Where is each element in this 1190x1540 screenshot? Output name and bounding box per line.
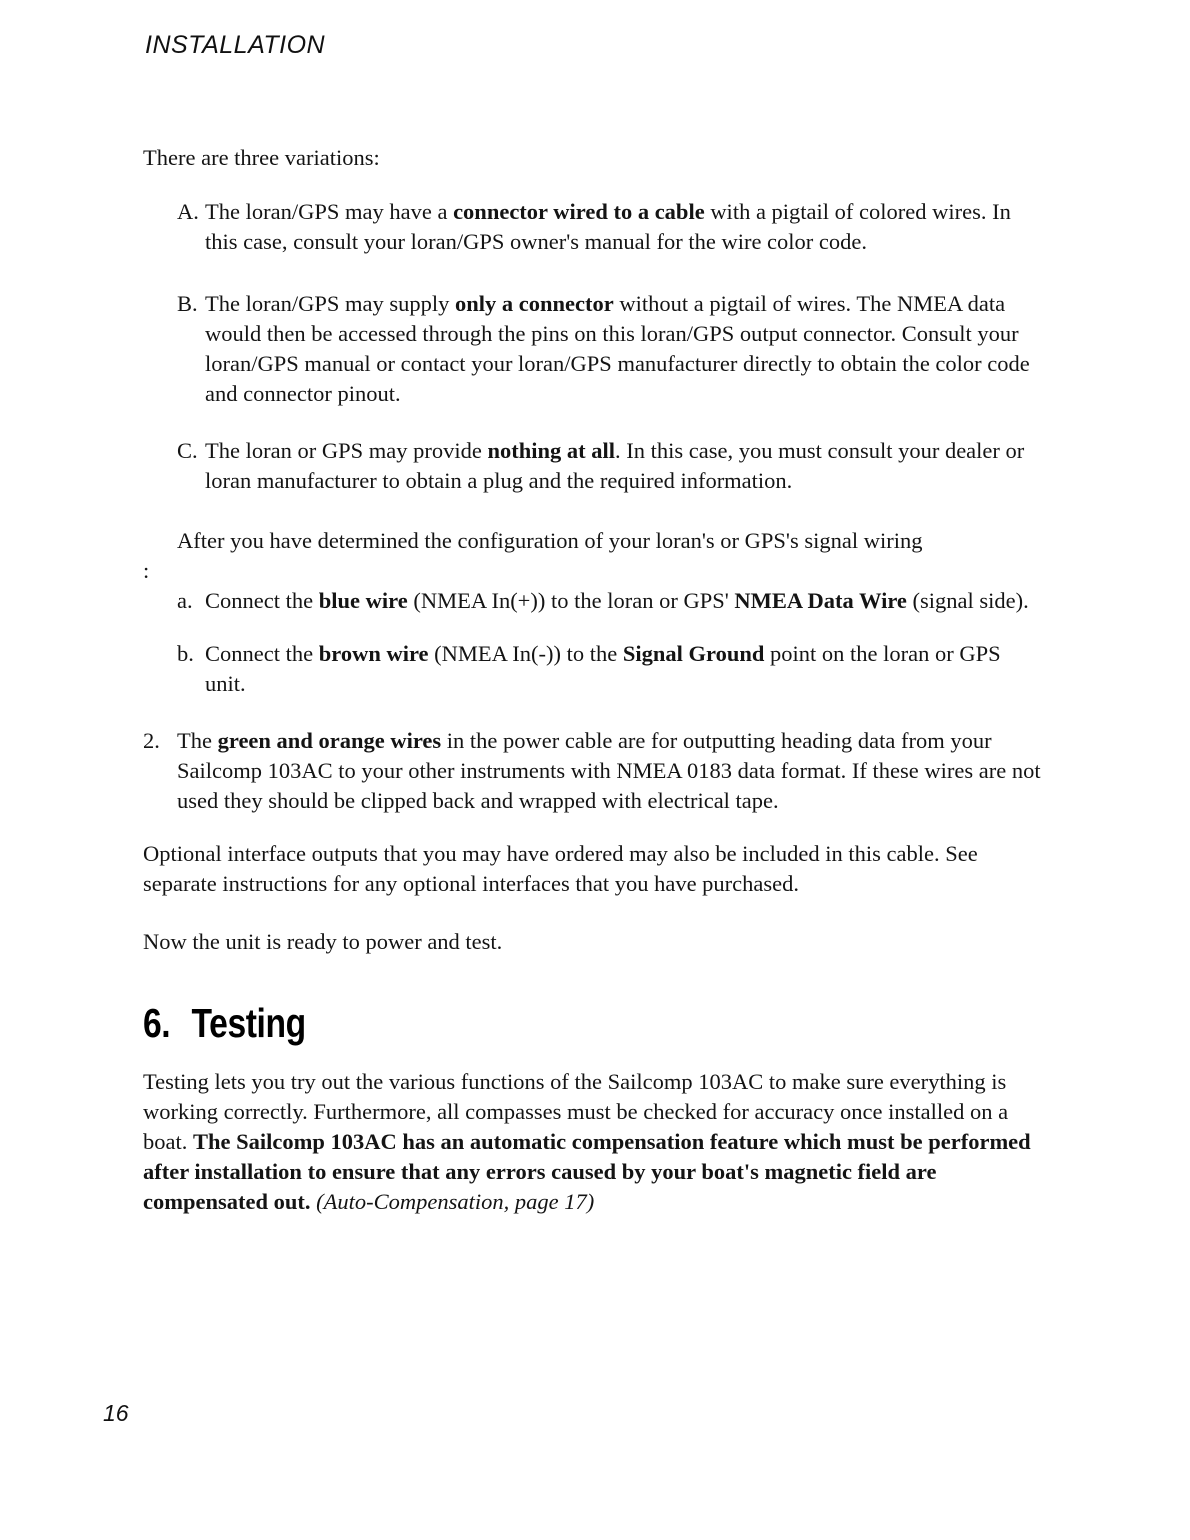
page-content [143,143,1045,1217]
stray-colon-line: : [143,558,150,583]
item-body: The loran or GPS may provide nothing at all. In this case, you must consult your dealer or loran manufacturer to obtain a plug and the required information. [205,438,1025,493]
intro-paragraph: There are three variations: [143,145,380,170]
step-item-a [143,586,1045,616]
item-body: The loran/GPS may have a connector wired to a cable with a pigtail of colored wires. In this case, consult your loran/GPS owner's manual for the wire color code. [205,199,1011,254]
item-body: Connect the blue wire (NMEA In(+)) to the loran or GPS' NMEA Data Wire (signal side). [205,588,1029,613]
step-item-b [143,639,1045,699]
list-marker: b. [177,641,194,666]
running-header: INSTALLATION [145,31,326,59]
list-marker: 2. [143,728,160,753]
numbered-item-2 [143,726,1045,816]
list-marker: B. [177,291,198,316]
list-marker: C. [177,438,198,463]
section-number: 6. [143,1000,171,1046]
optional-interfaces-paragraph: Optional interface outputs that you may have ordered may also be included in this cable. See separate instructions for any optional interfaces that you have purchased. [143,841,978,896]
item-body: The loran/GPS may supply only a connector without a pigtail of wires. The NMEA data would then be accessed through the pins on this loran/GPS output connector. Consult your loran/GPS manual or contact your loran/GPS manufacturer directly to obtain the color code and connector pinout. [205,291,1030,406]
list-marker: a. [177,588,193,613]
section-title: Testing [191,1000,306,1046]
section-heading-testing [143,1001,1045,1049]
ready-to-test-paragraph: Now the unit is ready to power and test. [143,929,503,954]
variation-item-b [143,289,1045,409]
item-body: Connect the brown wire (NMEA In(-)) to the Signal Ground point on the loran or GPS unit. [205,641,1001,696]
variation-item-a [143,197,1045,257]
variation-item-c [143,436,1045,496]
section-heading-text [143,1001,306,1045]
item-body: The green and orange wires in the power cable are for outputting heading data from your Sailcomp 103AC to your other instruments with NMEA 0183 data format. If these wires are not used they should be clipped back and wrapped with electrical tape. [177,728,1041,813]
list-marker: A. [177,199,199,224]
after-configuration-paragraph: After you have determined the configuration of your loran's or GPS's signal wiring [177,528,923,553]
page-number: 16 [103,1400,129,1426]
testing-paragraph: Testing lets you try out the various functions of the Sailcomp 103AC to make sure everything is working correctly. Furthermore, all compasses must be checked for accuracy once installed on a boat. The Sailcomp 103AC has an automatic compensation feature which must be performed after installation to ensure that any errors caused by your boat's magnetic field are compensated out. (Auto-Compensation, page 17) [143,1069,1031,1214]
